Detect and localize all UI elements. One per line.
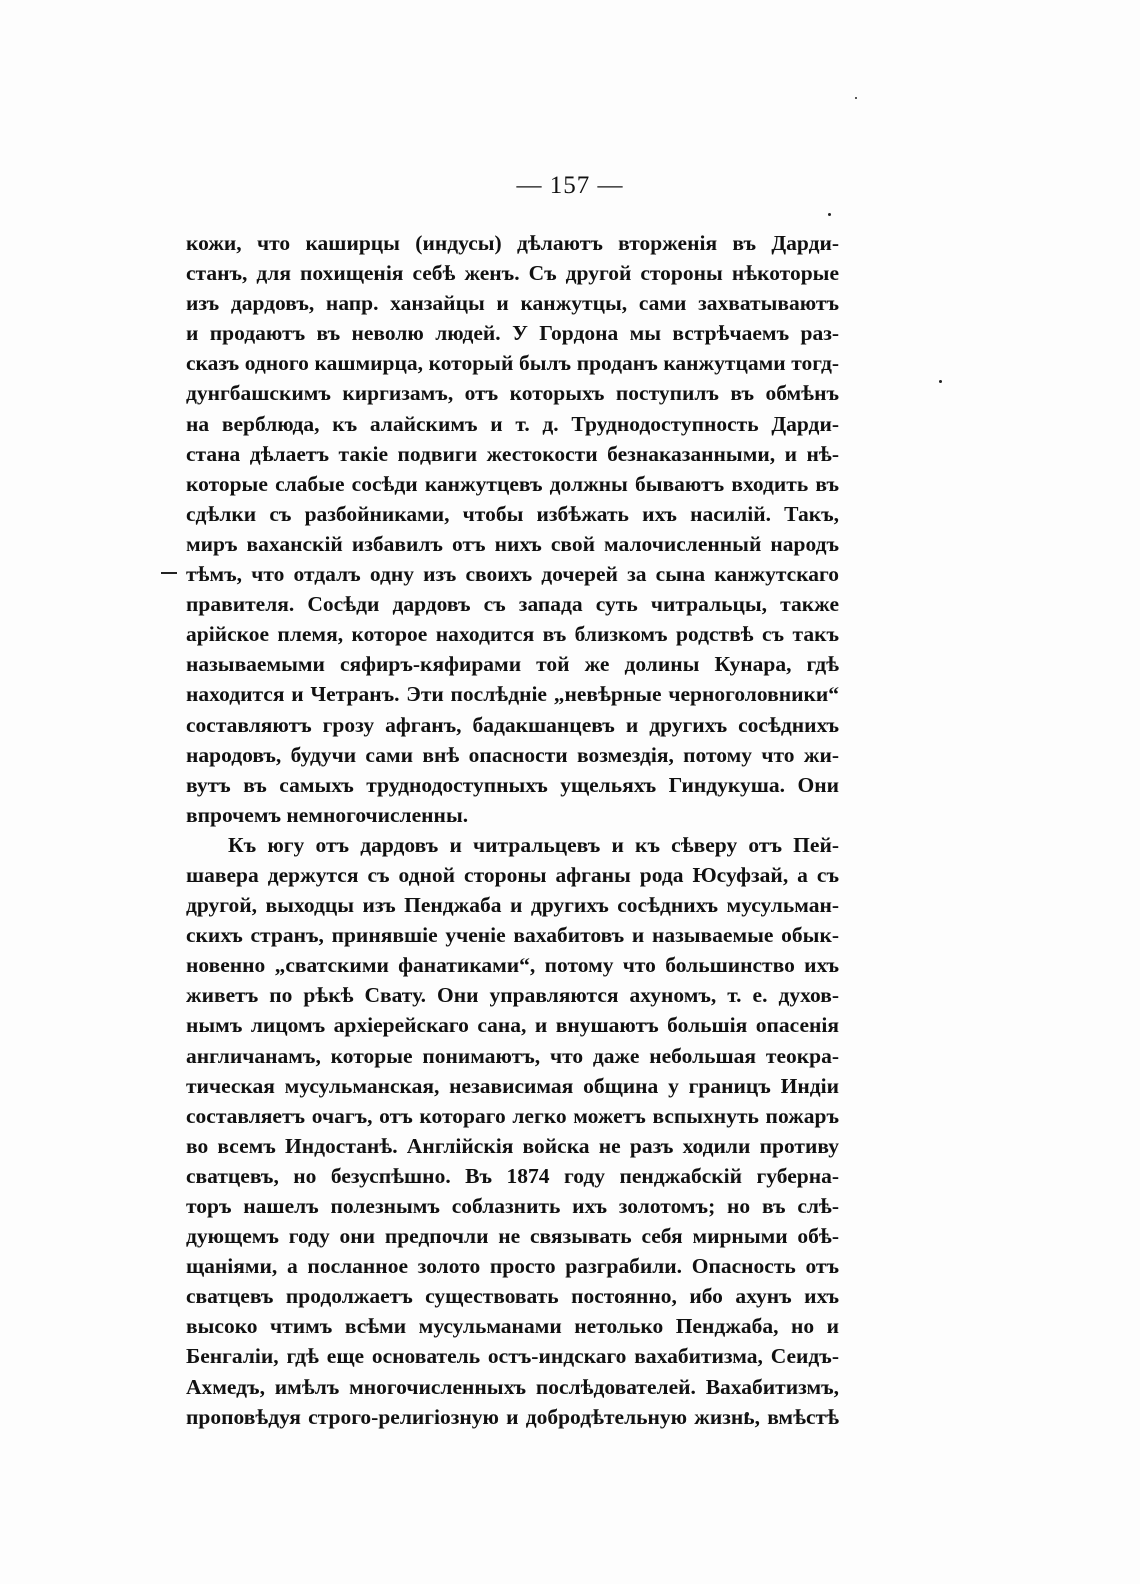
text-line: миръ ваханскій избавилъ отъ нихъ свой малочисленный народъ — [186, 531, 839, 556]
body-text — [186, 228, 839, 1432]
text-line: составляютъ грозу афганъ, бадакшанцевъ и другихъ сосѣднихъ — [186, 712, 839, 737]
text-line: впрочемъ немногочисленны. — [186, 802, 469, 827]
text-line: которые слабые сосѣди канжутцевъ должны бываютъ входить въ — [186, 471, 839, 496]
text-line: находится и Четранъ. Эти послѣдніе „невѣрные черноголовники“ — [186, 682, 839, 707]
text-line: кожи, что каширцы (индусы) дѣлаютъ вторженія въ Дарди- — [186, 231, 839, 255]
text-line: торъ нашелъ полезнымъ соблазнить ихъ золотомъ; но въ слѣ- — [186, 1194, 839, 1218]
text-line: сдѣлки съ разбойниками, чтобы избѣжать ихъ насилій. Такъ, — [186, 501, 839, 526]
text-line: шавера держутся съ одной стороны афганы рода Юсуфзай, а съ — [186, 862, 839, 887]
text-line: Ахмедъ, имѣлъ многочисленныхъ послѣдователей. Вахабитизмъ, — [186, 1374, 839, 1399]
scan-speck — [828, 213, 831, 216]
text-line: арійское племя, которое находится въ близкомъ родствѣ съ такъ — [186, 622, 839, 647]
text-line: и продаютъ въ неволю людей. У Гордона мы встрѣчаемъ раз- — [186, 321, 839, 346]
text-line: дующемъ году они предпочли не связывать себя мирными обѣ- — [186, 1224, 839, 1249]
paragraph — [186, 228, 839, 830]
text-line: нымъ лицомъ архіерейскаго сана, и внушаютъ большія опасенія — [186, 1013, 839, 1038]
text-line: тическая мусульманская, независимая община у границъ Индіи — [186, 1073, 839, 1098]
text-line: сказъ одного кашмирца, который былъ проданъ канжутцами тогд- — [186, 351, 839, 376]
page-number: — 157 — — [516, 172, 624, 199]
text-line: живетъ по рѣкѣ Свату. Они управляются ахуномъ, т. е. духов- — [186, 983, 839, 1008]
text-line: на верблюда, къ алайскимъ и т. д. Труднодоступность Дарди- — [186, 411, 839, 436]
text-line: скихъ странъ, принявшіе ученіе вахабитовъ и называемые обык- — [186, 923, 839, 948]
text-line: сватцевъ, но безуспѣшно. Въ 1874 году пенджабскій губерна- — [186, 1163, 839, 1188]
text-line: англичанамъ, которые понимаютъ, что даже небольшая теокра- — [186, 1043, 839, 1068]
text-line: щаніями, а посланное золото просто разграбили. Опасность отъ — [186, 1254, 839, 1279]
text-line: народовъ, будучи сами внѣ опасности возмездія, потому что жи- — [186, 742, 839, 767]
text-line: изъ дардовъ, напр. ханзайцы и канжутцы, сами захватываютъ — [186, 291, 839, 316]
paragraph — [186, 830, 839, 1432]
margin-mark — [161, 572, 177, 574]
text-line: Бенгаліи, гдѣ еще основатель остъ-индскаго вахабитизма, Сеидъ- — [186, 1344, 839, 1369]
scan-speck — [855, 97, 857, 99]
text-line: проповѣдуя строго-религіозную и добродѣтельную жизнь, вмѣстѣ — [186, 1404, 839, 1429]
text-line: новенно „сватскими фанатиками“, потому что большинство ихъ — [186, 953, 839, 978]
text-line: Къ югу отъ дардовъ и читральцевъ и къ сѣверу отъ Пей- — [228, 832, 839, 857]
text-line: сватцевъ продолжаетъ существовать постоянно, ибо ахунъ ихъ — [186, 1284, 839, 1309]
text-line: во всемъ Индостанѣ. Англійскія войска не разъ ходили противу — [186, 1133, 839, 1158]
text-line: станъ, для похищенія себѣ женъ. Съ другой стороны нѣкоторые — [186, 261, 839, 286]
text-line: другой, выходцы изъ Пенджаба и другихъ сосѣднихъ мусульман- — [186, 893, 839, 918]
text-line: правителя. Сосѣди дардовъ съ запада суть читральцы, также — [186, 592, 839, 617]
text-line: составляетъ очагъ, отъ котораго легко можетъ вспыхнуть пожаръ — [186, 1103, 839, 1128]
text-line: вутъ въ самыхъ труднодоступныхъ ущельяхъ Гиндукуша. Они — [186, 772, 839, 797]
text-line: высоко чтимъ всѣми мусульманами нетолько Пенджаба, но и — [186, 1314, 839, 1339]
text-line: называемыми сяфиръ-кяфирами той же долины Кунара, гдѣ — [186, 652, 839, 677]
text-line: тѣмъ, что отдалъ одну изъ своихъ дочерей за сына канжутскаго — [186, 562, 839, 587]
scan-speck — [939, 380, 942, 383]
text-line: дунгбашскимъ киргизамъ, отъ которыхъ поступилъ въ обмѣнъ — [186, 381, 839, 406]
text-line: стана дѣлаетъ такіе подвиги жестокости безнаказанными, и нѣ- — [186, 441, 839, 466]
